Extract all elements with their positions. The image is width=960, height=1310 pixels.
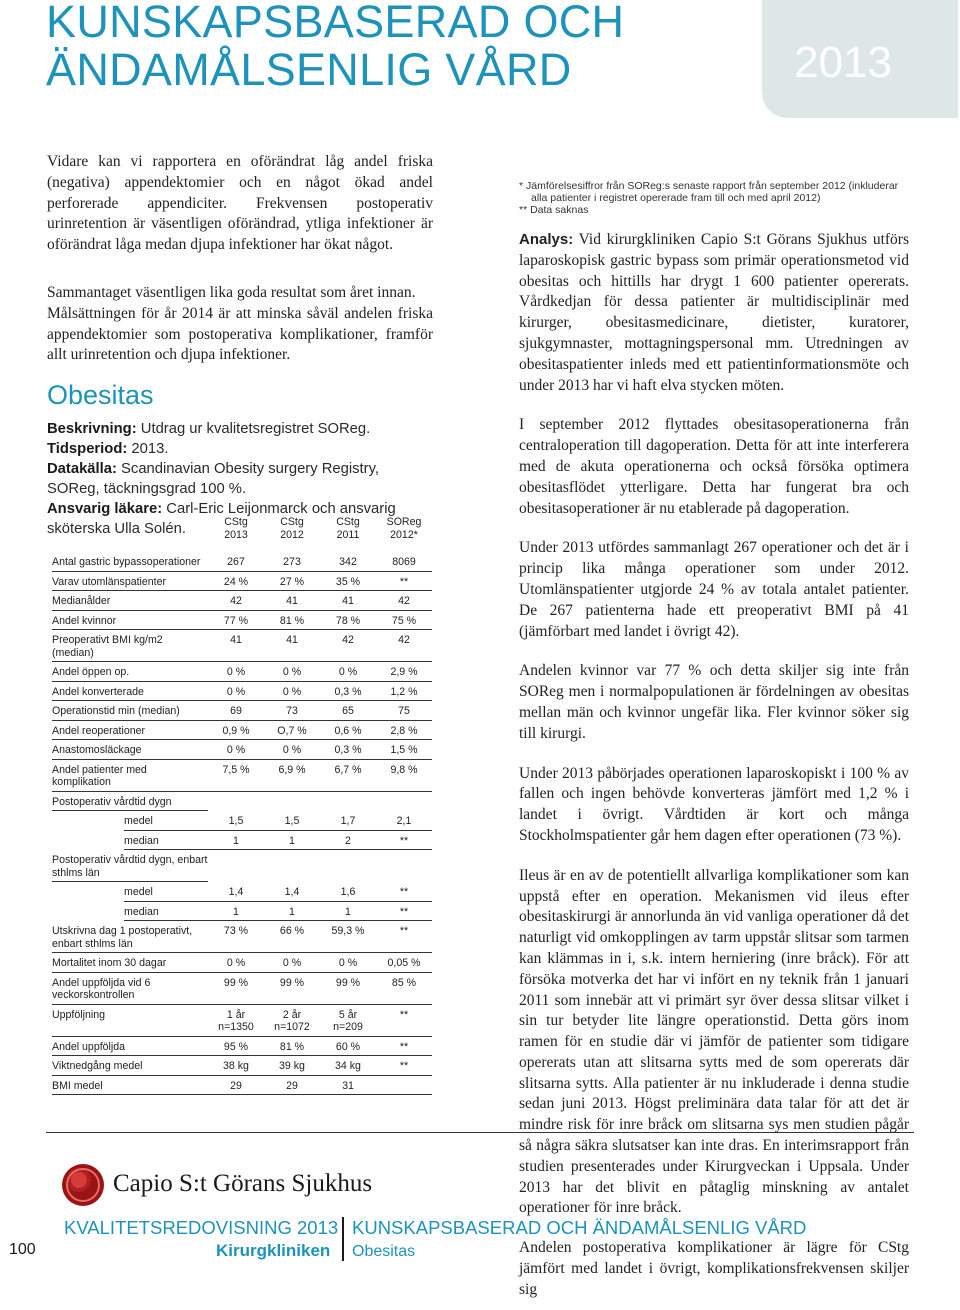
table-row-label: Antal gastric bypassoperationer <box>52 552 208 571</box>
table-row <box>52 630 432 662</box>
table-cell: 34 kg <box>320 1056 376 1076</box>
right-paragraph-6: Ileus är en av de potentiellt allvarliga komplikationer som kan uppstå efter en operation. Mekanismen vid ileus efter obesitaskirurgi är annorlunda än vid vanliga operationer då det naturligt vid omkopplingen av tarm uppstår slitsar som tarmen kan klämmas in i, s.k. intern herniering (inre bråck). För att försöka motverka det har vi infört en ny teknik från 1 januari 2011 som innebär att vi primärt syr över dessa slitsar vilket i sin tur betyder lite längre operationstid. Detta görs inom ramen för en studie där vi jämför de patienter som tidigare opererats utan att slitsarna sytts med de som opererats där slitsarna sytts. Alla patienter är nu inkluderade i denna studie sedan juni 2013. Högst preliminära data talar för att det är mindre risk för inre bråck om slitsarna sys men studien pågår så några säkra slutsatser kan inte dras. En interimsrapport från studien presenterades under Kirurgveckan i Uppsala. Under 2013 har det blivit en påtaglig minskning av antalet operationer för inre bråck. <box>519 866 909 1217</box>
table-cell: 77 % <box>208 610 264 630</box>
table-cell: 0,9 % <box>208 720 264 740</box>
footer-divider <box>46 1132 914 1133</box>
table-cell: 59,3 % <box>320 921 376 953</box>
table-row-label: Andel reoperationer <box>52 720 208 740</box>
table-row <box>52 571 432 591</box>
table-cell: 81 % <box>264 1036 320 1056</box>
table-row-label: Mortalitet inom 30 dagar <box>52 953 208 973</box>
table-row-label: Andel patienter med komplikation <box>52 759 208 791</box>
table-cell: 0 % <box>208 953 264 973</box>
table-corner <box>52 516 208 552</box>
table-cell: 73 % <box>208 921 264 953</box>
section-heading-obesitas: Obesitas <box>47 380 154 411</box>
table-cell: 1,5 <box>208 811 264 831</box>
table-cell: 0 % <box>320 953 376 973</box>
table-cell: 1,7 <box>320 811 376 831</box>
table-row <box>52 1056 432 1076</box>
description-line <box>47 419 433 439</box>
obesitas-results-table <box>52 516 432 1095</box>
table-indent-cell <box>52 830 124 850</box>
doctor-value: Carl-Eric Leijonmarck och ansvarig sköterska Ulla Solén. <box>47 501 396 538</box>
description-value: Utdrag ur kvalitetsregistret SOReg. <box>140 421 371 438</box>
doctor-label: Ansvarig läkare: <box>47 501 163 518</box>
table-cell: 75 % <box>376 610 432 630</box>
year-badge <box>762 0 958 118</box>
intro-paragraph: Vidare kan vi rapportera en oförändrat låg andel friska (negativa) appendektomier och en något ökad andel perforerade appendiciter. Frekvensen postoperativ urinretention är väsentligen oförändrad, ytliga infektioner är oförändrat låga medan djupa infektioner har ökat något. <box>47 153 433 254</box>
table-row-label: Anastomosläckage <box>52 740 208 760</box>
table-cell: 5 år n=209 <box>320 1004 376 1036</box>
table-row <box>52 901 432 921</box>
column-header: CStg 2012 <box>280 516 304 541</box>
table-indent-cell <box>52 901 124 921</box>
table-cell: 65 <box>320 701 376 721</box>
right-paragraph-7: Andelen postoperativa komplikationer är lägre för CStg jämfört med landet i övrigt, komplikationsfrekvensen skiljer sig <box>519 1239 909 1298</box>
table-cell: 0,3 % <box>320 681 376 701</box>
table-row-label: Andel uppföljda vid 6 veckorskontrollen <box>52 972 208 1004</box>
table-cell: 0 % <box>208 681 264 701</box>
table-group-row <box>52 850 432 882</box>
table-cell: ** <box>376 921 432 953</box>
summary-paragraph: Sammantaget väsentligen lika goda resultat som året innan. <box>47 283 416 301</box>
footer-theme: KUNSKAPSBASERAD OCH ÄNDAMÅLSENLIG VÅRD <box>352 1217 807 1238</box>
table-cell: 85 % <box>376 972 432 1004</box>
table-row <box>52 662 432 682</box>
table-row <box>52 759 432 791</box>
table-empty-cell <box>264 850 320 882</box>
table-cell: ** <box>376 830 432 850</box>
table-cell: 6,7 % <box>320 759 376 791</box>
table-cell: 9,8 % <box>376 759 432 791</box>
period-value: 2013. <box>131 441 169 458</box>
table-group-label: Postoperativ vårdtid dygn <box>52 791 208 811</box>
table-cell: 99 % <box>208 972 264 1004</box>
table-cell: ** <box>376 882 432 902</box>
table-row <box>52 740 432 760</box>
table-row <box>52 1036 432 1056</box>
footer-subtitle: Obesitas <box>352 1243 416 1260</box>
period-line <box>47 439 433 459</box>
table-cell: 2 år n=1072 <box>264 1004 320 1036</box>
table-empty-cell <box>208 791 264 811</box>
table-cell: ** <box>376 1004 432 1036</box>
column-header: CStg 2013 <box>224 516 248 541</box>
footer-report-title: KVALITETSREDOVISNING 2013 <box>64 1217 339 1238</box>
table-cell: 73 <box>264 701 320 721</box>
page-title-line-1: KUNSKAPSBASERAD OCH <box>46 0 625 47</box>
table-cell: 2,8 % <box>376 720 432 740</box>
table-empty-cell <box>376 791 432 811</box>
table-row <box>52 681 432 701</box>
table-empty-cell <box>320 791 376 811</box>
goal-paragraph: Målsättningen för år 2014 är att minska såväl andelen friska appendektomier som postoperativa komplikationer, framför allt urinretention och djupa infektioner. <box>47 304 433 364</box>
table-cell: 0 % <box>264 662 320 682</box>
page-number: 100 <box>9 1241 36 1258</box>
table-cell: 1,2 % <box>376 681 432 701</box>
table-cell: 39 kg <box>264 1056 320 1076</box>
footnote-1: * Jämförelsesiffror från SOReg:s senaste rapport från september 2012 (inkluderar alla patienter i registret opererade fram till och med april 2012) <box>519 180 899 204</box>
table-row <box>52 882 432 902</box>
table-cell: 75 <box>376 701 432 721</box>
table-row-label: Andel öppen op. <box>52 662 208 682</box>
table-row <box>52 591 432 611</box>
table-group-row <box>52 791 432 811</box>
table-cell: 1 år n=1350 <box>208 1004 264 1036</box>
table-row-label: Operationstid min (median) <box>52 701 208 721</box>
source-line <box>47 459 433 499</box>
table-cell: 41 <box>264 630 320 662</box>
table-row <box>52 972 432 1004</box>
table-sub-label: median <box>124 830 208 850</box>
table-cell: 342 <box>320 552 376 571</box>
table-sub-label: medel <box>124 811 208 831</box>
analysis-text: Vid kirurgkliniken Capio S:t Görans Sjukhus utförs laparoskopisk gastric bypass som primär operationsmetod vid obesitas och hittills har drygt 1 600 patienter opererats. Vårdkedjan för dessa patienter är multidisciplinär med kirurger, obesitasmedicinare, dietister, kuratorer, sjukgymnaster, mottagningspersonal mm. Utredningen av obesitaspatienter inleds med ett patientinformationsmöte och under 2013 har vi haft elva stycken möten. <box>519 231 909 394</box>
table-cell: 1 <box>208 830 264 850</box>
right-column <box>519 180 909 1310</box>
table-cell: 7,5 % <box>208 759 264 791</box>
table-cell: 29 <box>264 1075 320 1095</box>
table-cell: 29 <box>208 1075 264 1095</box>
table-cell: 0 % <box>320 662 376 682</box>
period-label: Tidsperiod: <box>47 441 128 458</box>
table-row-label: Uppföljning <box>52 1004 208 1036</box>
table-row-label: Medianålder <box>52 591 208 611</box>
table-cell: 0,05 % <box>376 953 432 973</box>
table-cell: 0 % <box>208 662 264 682</box>
table-cell: 99 % <box>264 972 320 1004</box>
table-cell: 0,3 % <box>320 740 376 760</box>
right-paragraph-5: Under 2013 påbörjades operationen laparoskopiskt i 100 % av fallen och ingen behövde konverteras jämfört med 1,2 % i landet i övrigt. Vårdtiden är kort och många Stockholmspatienter går hem dagen efter operationen (73 %). <box>519 764 909 844</box>
table-cell: 0 % <box>208 740 264 760</box>
table-row <box>52 921 432 953</box>
table-cell: 1 <box>320 901 376 921</box>
table-row-label: Varav utomlänspatienter <box>52 571 208 591</box>
table-empty-cell <box>208 850 264 882</box>
table-cell: 1 <box>264 901 320 921</box>
table-group-label: Postoperativ vårdtid dygn, enbart sthlms län <box>52 850 208 882</box>
table-cell: 2,9 % <box>376 662 432 682</box>
table-row <box>52 610 432 630</box>
table-cell: 81 % <box>264 610 320 630</box>
table-cell: 41 <box>320 591 376 611</box>
table-row <box>52 953 432 973</box>
table-cell: ** <box>376 901 432 921</box>
table-empty-cell <box>376 850 432 882</box>
table-row-label: Preoperativt BMI kg/m2 (median) <box>52 630 208 662</box>
table-cell: 273 <box>264 552 320 571</box>
table-cell: 0 % <box>264 953 320 973</box>
right-paragraph-4: Andelen kvinnor var 77 % och detta skiljer sig inte från SOReg men i normalpopulationen är fördelningen av obesitas mellan män och kvinnor ungefär lika. Fler kvinnor söker sig till kirurgi. <box>519 662 909 742</box>
table-cell: 2 <box>320 830 376 850</box>
table-cell: 0,6 % <box>320 720 376 740</box>
table-row-label: Utskrivna dag 1 postoperativt, enbart sthlms län <box>52 921 208 953</box>
table-indent-cell <box>52 882 124 902</box>
column-header: SOReg 2012* <box>386 516 422 541</box>
table-cell: 42 <box>376 630 432 662</box>
table-row <box>52 552 432 571</box>
year-label: 2013 <box>794 38 892 87</box>
table-cell <box>376 1075 432 1095</box>
table-cell: 1,5 <box>264 811 320 831</box>
table-cell: 24 % <box>208 571 264 591</box>
table-cell: 41 <box>208 630 264 662</box>
table-row-label: Andel konverterade <box>52 681 208 701</box>
table-sub-label: median <box>124 901 208 921</box>
table-cell: 8069 <box>376 552 432 571</box>
table-cell: 38 kg <box>208 1056 264 1076</box>
table-cell: 6,9 % <box>264 759 320 791</box>
table-cell: 1,6 <box>320 882 376 902</box>
table-cell: 1 <box>208 901 264 921</box>
table-row <box>52 830 432 850</box>
page-title <box>46 0 726 94</box>
table-row <box>52 1004 432 1036</box>
table-cell: 1 <box>264 830 320 850</box>
table-cell: 66 % <box>264 921 320 953</box>
column-header: CStg 2011 <box>336 516 360 541</box>
table-cell: 69 <box>208 701 264 721</box>
page-title-line-2: ÄNDAMÅLSENLIG VÅRD <box>46 44 572 95</box>
footnotes <box>519 180 909 216</box>
source-label: Datakälla: <box>47 461 117 478</box>
logo-text: Capio S:t Görans Sjukhus <box>113 1170 373 1197</box>
table-cell: 35 % <box>320 571 376 591</box>
capio-logo-ring-icon <box>66 1168 100 1202</box>
table-empty-cell <box>320 850 376 882</box>
footnote-2: ** Data saknas <box>519 204 589 216</box>
table-row <box>52 720 432 740</box>
table-indent-cell <box>52 811 124 831</box>
analysis-paragraph <box>519 230 909 396</box>
table-cell: 1,4 <box>208 882 264 902</box>
table-cell: 42 <box>376 591 432 611</box>
table-row-label: BMI medel <box>52 1075 208 1095</box>
table-sub-label: medel <box>124 882 208 902</box>
table-cell: 2,1 <box>376 811 432 831</box>
table-cell: 0 % <box>264 681 320 701</box>
table-row-label: Andel uppföljda <box>52 1036 208 1056</box>
table-cell: 1,5 % <box>376 740 432 760</box>
table-row <box>52 1075 432 1095</box>
table-cell: 78 % <box>320 610 376 630</box>
right-paragraph-2: I september 2012 flyttades obesitasoperationerna från centraloperation till dagoperation. Detta för att inte interferera med de akuta operationerna och också försöka optimera obesitasflödet ytterligare. Detta har fungerat bra och obesitasoperationer är nu etablerade på dagoperation. <box>519 416 909 517</box>
source-value: Scandinavian Obesity surgery Registry, SOReg, täckningsgrad 100 %. <box>47 461 380 498</box>
table-cell: ** <box>376 1056 432 1076</box>
table-row <box>52 811 432 831</box>
table-cell: 0 % <box>264 740 320 760</box>
table-cell: 41 <box>264 591 320 611</box>
table-cell: 1,4 <box>264 882 320 902</box>
description-label: Beskrivning: <box>47 421 137 438</box>
table-cell: 99 % <box>320 972 376 1004</box>
table-cell: 31 <box>320 1075 376 1095</box>
table-cell: 42 <box>208 591 264 611</box>
table-cell: 42 <box>320 630 376 662</box>
table-cell: 267 <box>208 552 264 571</box>
table-cell: 95 % <box>208 1036 264 1056</box>
footer-separator <box>342 1217 344 1261</box>
table-cell: 60 % <box>320 1036 376 1056</box>
footer-department: Kirurgkliniken <box>216 1241 331 1260</box>
analysis-label: Analys: <box>519 231 574 248</box>
table-cell: ** <box>376 571 432 591</box>
table-row-label: Viktnedgång medel <box>52 1056 208 1076</box>
table-cell: 27 % <box>264 571 320 591</box>
table-cell: O,7 % <box>264 720 320 740</box>
table-empty-cell <box>264 791 320 811</box>
table-row <box>52 701 432 721</box>
right-paragraph-3: Under 2013 utfördes sammanlagt 267 operationer och det är i princip lika många operationer som under 2012. Utomlänspatienter utgjorde 24 % av totala antalet patienter. De 267 patienterna hade ett preoperativt BMI på 41 (jämförbart med landet i övrigt 42). <box>519 539 909 640</box>
table-row-label: Andel kvinnor <box>52 610 208 630</box>
left-column <box>47 152 433 539</box>
table-cell: ** <box>376 1036 432 1056</box>
